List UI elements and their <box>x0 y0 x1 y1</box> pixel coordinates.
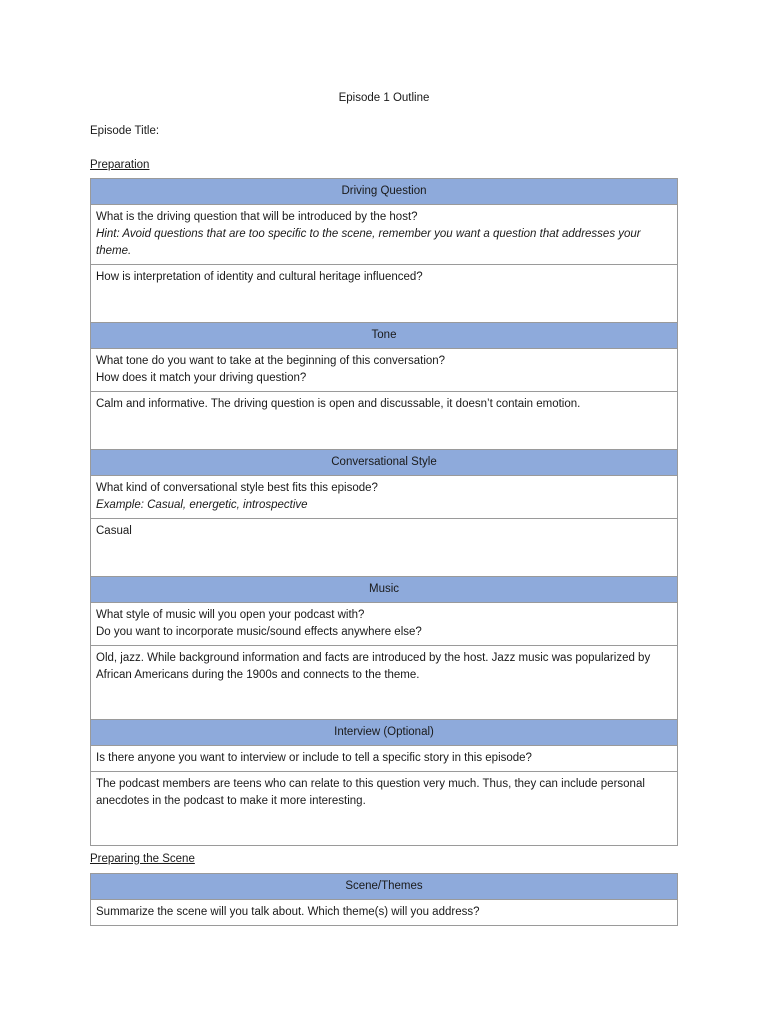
driving-question-prompt-cell <box>91 205 678 265</box>
preparation-table <box>90 178 678 846</box>
music-answer[interactable]: Old, jazz. While background information and facts are introduced by the host. Jazz music was popularized by African Americans during the 1900s and connects to the theme. <box>91 646 678 720</box>
music-prompt-2: Do you want to incorporate music/sound effects anywhere else? <box>96 626 422 638</box>
music-prompt-1: What style of music will you open your podcast with? <box>96 609 365 621</box>
tone-prompt-2: How does it match your driving question? <box>96 372 307 384</box>
tone-header: Tone <box>91 323 678 349</box>
driving-question-prompt: What is the driving question that will be introduced by the host? <box>96 211 418 223</box>
music-header: Music <box>91 577 678 603</box>
driving-question-hint: Hint: Avoid questions that are too specific to the scene, remember you want a question that addresses your theme. <box>96 228 641 257</box>
music-prompt-cell <box>91 603 678 646</box>
preparing-scene-heading: Preparing the Scene <box>90 853 195 865</box>
tone-prompt-1: What tone do you want to take at the beginning of this conversation? <box>96 355 446 367</box>
conversational-style-example: Example: Casual, energetic, introspective <box>96 499 308 511</box>
conversational-style-answer[interactable]: Casual <box>91 519 678 577</box>
tone-prompt-cell <box>91 349 678 392</box>
conversational-style-header: Conversational Style <box>91 450 678 476</box>
conversational-style-prompt: What kind of conversational style best fits this episode? <box>96 482 378 494</box>
interview-header: Interview (Optional) <box>91 720 678 746</box>
page-title: Episode 1 Outline <box>338 92 430 104</box>
scene-themes-prompt: Summarize the scene will you talk about. Which theme(s) will you address? <box>91 900 678 926</box>
interview-answer[interactable]: The podcast members are teens who can relate to this question very much. Thus, they can include personal anecdotes in the podcast to make it more interesting. <box>91 772 678 846</box>
driving-question-answer[interactable]: How is interpretation of identity and cultural heritage influenced? <box>91 265 678 323</box>
interview-prompt: Is there anyone you want to interview or include to tell a specific story in this episode? <box>91 746 678 772</box>
episode-title-label: Episode Title: <box>90 125 160 137</box>
conversational-style-prompt-cell <box>91 476 678 519</box>
preparation-heading: Preparation <box>90 159 150 171</box>
scene-themes-header: Scene/Themes <box>91 874 678 900</box>
scene-table <box>90 873 678 926</box>
driving-question-header: Driving Question <box>91 179 678 205</box>
tone-answer[interactable]: Calm and informative. The driving question is open and discussable, it doesn’t contain emotion. <box>91 392 678 450</box>
